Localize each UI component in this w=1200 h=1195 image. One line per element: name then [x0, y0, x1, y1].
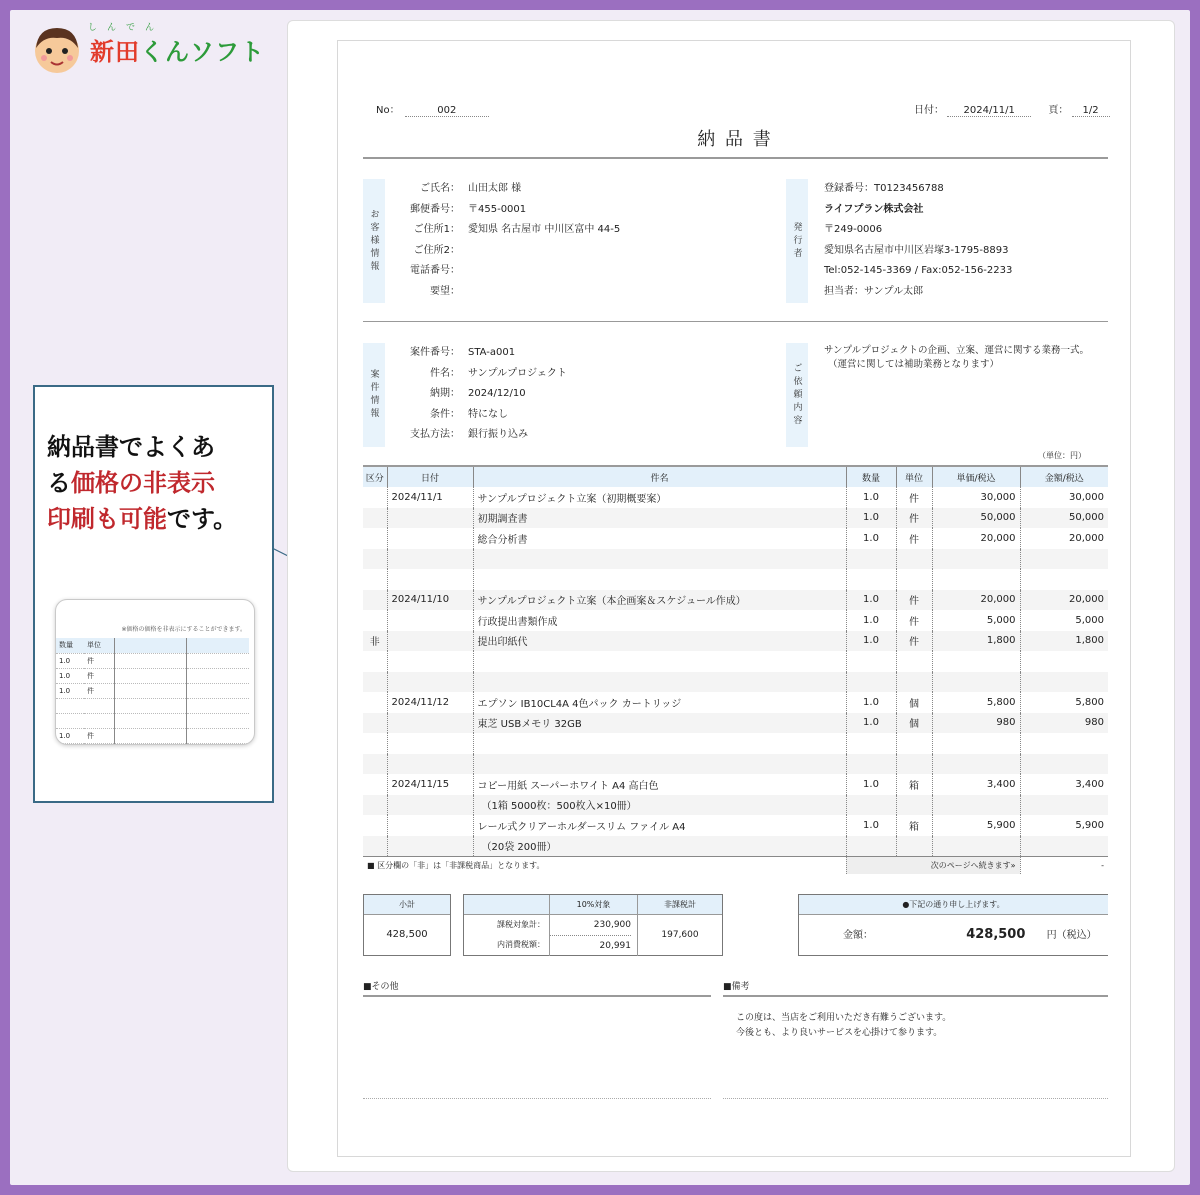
brand-name: 新田くんソフト: [90, 37, 265, 66]
customer-side-label: お客様情報: [363, 179, 385, 303]
table-row: [363, 672, 1108, 693]
info-row: 条件： 特になし: [430, 408, 508, 420]
grand-total-box: ●下記の通り申し上げます。 金額： 428,500 円（税込）: [798, 894, 1108, 956]
doc-date: 日付： 2024/11/1 頁： 1/2: [914, 101, 1110, 117]
other-label: ■その他: [363, 979, 711, 997]
delivery-note: [337, 40, 1131, 1157]
issuer-line: ライフプラン株式会社: [824, 203, 924, 215]
subtotal-value: 428,500: [386, 929, 428, 940]
issuer-line: 登録番号：T0123456788: [824, 183, 944, 194]
info-row: 案件番号： STA-a001: [410, 347, 516, 358]
issuer-line: Tel:052-145-3369 / Fax:052-156-2233: [824, 265, 1013, 276]
request-content: サンプルプロジェクトの企画、立案、運営に関する業務一式。 （運営に関しては補助業務となります）: [824, 345, 1089, 370]
promo-text: 納品書でよくあ る価格の非表示 印刷も可能です。: [47, 433, 238, 533]
table-row: 2024/11/15 コピー用紙 スーパーホワイト A4 高白色 1.0 箱 3,400 3,400: [363, 774, 1108, 795]
info-row: 電話番号：: [410, 265, 460, 276]
mini-note: ※価格の価格を非表示にすることができます。: [121, 626, 246, 633]
table-row: 東芝 USBメモリ 32GB 1.0 個 980 980: [363, 713, 1108, 734]
remarks-area: [723, 1098, 1108, 1099]
info-row: 郵便番号： 〒455-0001: [410, 203, 527, 215]
table-footnote: ■ 区分欄の「非」は「非課税商品」となります。: [363, 856, 846, 874]
brand-logo: [30, 22, 265, 76]
project-info: [390, 343, 567, 446]
divider: [363, 321, 1108, 322]
col-kubun: 区分: [363, 467, 387, 487]
issuer-line: 〒249-0006: [824, 224, 883, 235]
items-table: [363, 465, 1108, 874]
table-row: （1箱 5000枚：500枚入×10冊）: [363, 795, 1108, 816]
col-price: 単価/税込: [932, 467, 1020, 487]
taxable-value: 230,900: [550, 915, 631, 936]
info-row: 要望：: [430, 285, 460, 297]
info-row: ご住所2：: [413, 244, 460, 256]
nontax-value: 197,600: [661, 930, 699, 940]
brand-ruby: しんでん: [88, 22, 165, 33]
info-row: ご住所1： 愛知県 名古屋市 中川区富中 44-5: [413, 224, 621, 235]
doc-title: 納 品 書: [697, 129, 773, 150]
table-row: [363, 569, 1108, 590]
mini-preview: [55, 599, 255, 745]
table-row: [363, 754, 1108, 775]
col-qty: 数量: [846, 467, 896, 487]
issuer-side-label: 発行者: [786, 179, 808, 303]
info-row: ご氏名： 山田太郎 様: [420, 183, 522, 194]
other-area: [363, 1098, 711, 1099]
subtotal-box: 小計 428,500: [363, 894, 451, 956]
col-date: 日付: [387, 467, 473, 487]
grand-total-value: 428,500: [966, 927, 1026, 942]
request-side-label: ご依頼内容: [786, 343, 808, 447]
table-row: 行政提出書類作成 1.0 件 5,000 5,000: [363, 610, 1108, 631]
table-row: 2024/11/12 エプソン IB10CL4A 4色パック カートリッジ 1.0 個 5,800 5,800: [363, 692, 1108, 713]
table-row: （20袋 200冊）: [363, 836, 1108, 857]
table-row: [363, 733, 1108, 754]
table-row: [363, 549, 1108, 570]
next-page-dash: -: [1020, 856, 1108, 874]
mascot-icon: [30, 22, 84, 76]
info-row: 納期： 2024/12/10: [430, 388, 526, 399]
table-row: 初期調査書 1.0 件 50,000 50,000: [363, 508, 1108, 529]
project-side-label: 案件情報: [363, 343, 385, 447]
issuer-line: 愛知県名古屋市中川区岩塚3-1795-8893: [824, 244, 1009, 256]
doc-no: No： 002: [376, 101, 489, 117]
issuer-line: 担当者：サンプル太郎: [824, 285, 924, 297]
unit-note: （単位：円）: [1038, 451, 1086, 460]
table-row: [363, 651, 1108, 672]
table-row: 2024/11/10 サンプルプロジェクト立案（本企画案＆スケジュール作成） 1.0 件 20,000 20,000: [363, 590, 1108, 611]
table-row: 非 提出印紙代 1.0 件 1,800 1,800: [363, 631, 1108, 652]
table-row: レール式クリアーホルダースリム ファイル A4 1.0 箱 5,900 5,900: [363, 815, 1108, 836]
next-page-note: 次のページへ続きます»: [846, 856, 1020, 874]
customer-info: [390, 179, 620, 302]
info-row: 支払方法： 銀行振り込み: [410, 429, 528, 440]
col-amount: 金額/税込: [1020, 467, 1108, 487]
issuer-info: [824, 179, 1012, 302]
promo-callout: [33, 385, 274, 803]
col-item: 件名: [473, 467, 846, 487]
info-row: 件名： サンプルプロジェクト: [430, 367, 567, 379]
tax-box: 10%対象 非課税計 課税対象計： 内消費税額： 230,900 20,991 197,600: [463, 894, 723, 956]
divider: [363, 157, 1108, 159]
remarks-label: ■備考: [723, 979, 1108, 997]
mini-table: 数量 単位 1.0 件 1.0 件 1.0 件 1.0 件: [56, 638, 249, 744]
col-unit: 単位: [896, 467, 932, 487]
remarks-text: この度は、当店をご利用いただき有難うございます。 今後とも、より良いサービスを心掛けて参ります。: [736, 1013, 952, 1038]
tax-value: 20,991: [599, 941, 631, 951]
table-row: 総合分析書 1.0 件 20,000 20,000: [363, 528, 1108, 549]
table-row: 2024/11/1 サンプルプロジェクト立案（初期概要案） 1.0 件 30,000 30,000: [363, 487, 1108, 508]
